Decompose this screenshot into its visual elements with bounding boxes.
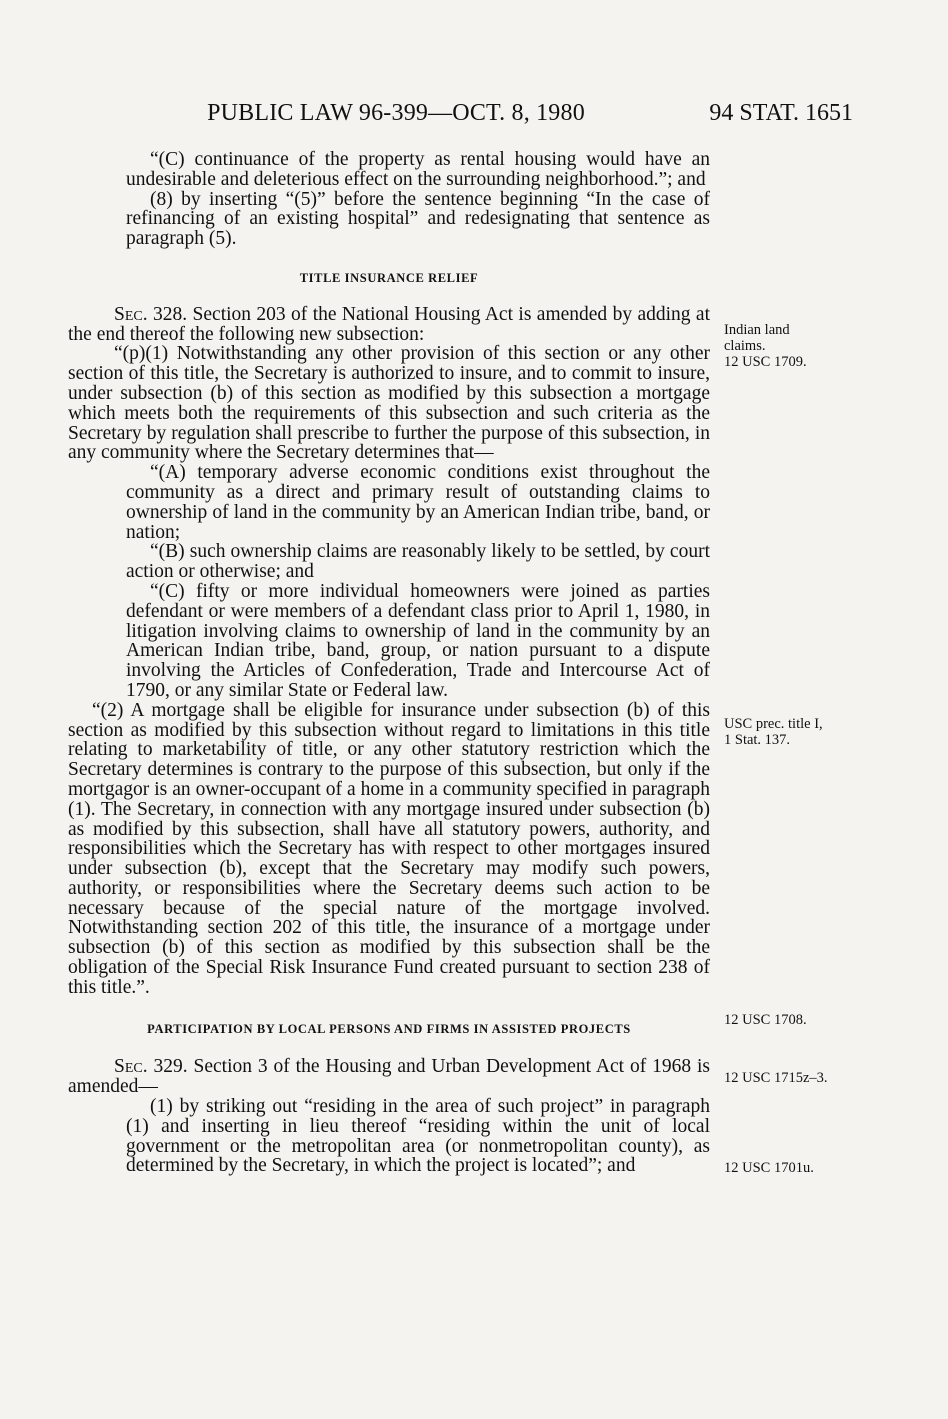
clause-a: “(A) temporary adverse economic conditions exist throughout the community as a direct and primary result of outstanding claims to ownership of land in the community by an American Indian tribe, band, or nation; (126, 462, 710, 543)
margin-note-usc-1715z3: 12 USC 1715z–3. (724, 1070, 828, 1086)
margin-note-line: USC prec. title I, (724, 716, 823, 732)
margin-note-line: claims. (724, 338, 766, 354)
paragraph-1-striking: (1) by striking out “residing in the area of such project” in paragraph (1) and inserting in lieu thereof “residing within the unit of local government or the metropolitan area (or nonmetropolitan county), as determined by the Secretary, in which the project is located”; and (126, 1096, 710, 1177)
margin-note-indian-land (724, 322, 807, 370)
margin-note-line: Indian land (724, 322, 790, 338)
sec-label: Sec. (114, 1056, 148, 1078)
statute-body (68, 150, 710, 1176)
section-329-text: 329. Section 3 of the Housing and Urban Development Act of 1968 is amended— (68, 1056, 710, 1098)
margin-note-line: 12 USC 1709. (724, 354, 807, 370)
section-heading-participation: PARTICIPATION BY LOCAL PERSONS AND FIRMS IN ASSISTED PROJECTS (147, 1021, 631, 1036)
subsection-p2: “(2) A mortgage shall be eligible for insurance under subsection (b) of this section as modified by this subsection without regard to limitations in this title relating to marketability of title, or any other statutory restriction which the Secretary determines is contrary to the purpose of this subsection, but only if the mortgagor is an owner-occupant of a home in a community specified in paragraph (1). The Secretary, in connection with any mortgage insured under subsection (b) as modified by this subsection, shall have all statutory powers, authority, and responsibilities which the Secretary has with respect to other mortgages insured under subsection (b), except that the Secretary may modify such powers, authority, or responsibilities where the Secretary deems such action to be necessary because of the special nature of the mortgage involved. Notwithstanding section 202 of this title, the insurance of a mortgage under subsection (b) of this section as modified by this subsection shall be the obligation of the Special Risk Insurance Fund created pursuant to section 238 of this title.”. (68, 699, 710, 998)
section-heading-title-insurance: TITLE INSURANCE RELIEF (299, 270, 479, 285)
margin-note-usc-prec (724, 716, 823, 748)
section-328 (68, 305, 710, 345)
margin-note-usc-1701u: 12 USC 1701u. (724, 1160, 814, 1176)
section-329 (68, 1057, 710, 1097)
paragraph-c-continuance: “(C) continuance of the property as rental housing would have an undesirable and deleterious effect on the surrounding neighborhood.”; and (126, 149, 710, 190)
clause-b: “(B) such ownership claims are reasonably likely to be settled, by court action or otherwise; and (126, 541, 710, 583)
paragraph-8-inserting: (8) by inserting “(5)” before the sentence beginning “In the case of refinancing of an existing hospital” and redesignating that sentence as paragraph (5). (126, 188, 710, 250)
subsection-p1: “(p)(1) Notwithstanding any other provision of this section or any other section of this title, the Secretary is authorized to insure, and to commit to insure, under subsection (b) of this section as modified by this subsection a mortgage which meets both the requirements of this subsection and such criteria as the Secretary by regulation shall prescribe to further the purpose of this subsection, in any community where the Secretary determines that— (68, 343, 710, 464)
page-title: PUBLIC LAW 96-399—OCT. 8, 1980 (207, 100, 585, 126)
margin-note-line: 1 Stat. 137. (724, 732, 791, 748)
sec-label: Sec. (114, 303, 148, 325)
margin-note-usc-1708: 12 USC 1708. (724, 1012, 807, 1028)
page-header (0, 100, 948, 134)
section-328-text: 328. Section 203 of the National Housing Act is amended by adding at the end thereof the following new subsection: (68, 303, 710, 345)
clause-c: “(C) fifty or more individual homeowners were joined as parties defendant or were members of a defendant class prior to April 1, 1980, in litigation involving claims to ownership of land in the community by an American Indian tribe, band, group, or nation pursuant to a dispute involving the Articles of Confederation, Trade and Intercourse Act of 1790, or any similar State or Federal law. (126, 580, 710, 701)
stat-page-number: 94 STAT. 1651 (709, 100, 853, 126)
